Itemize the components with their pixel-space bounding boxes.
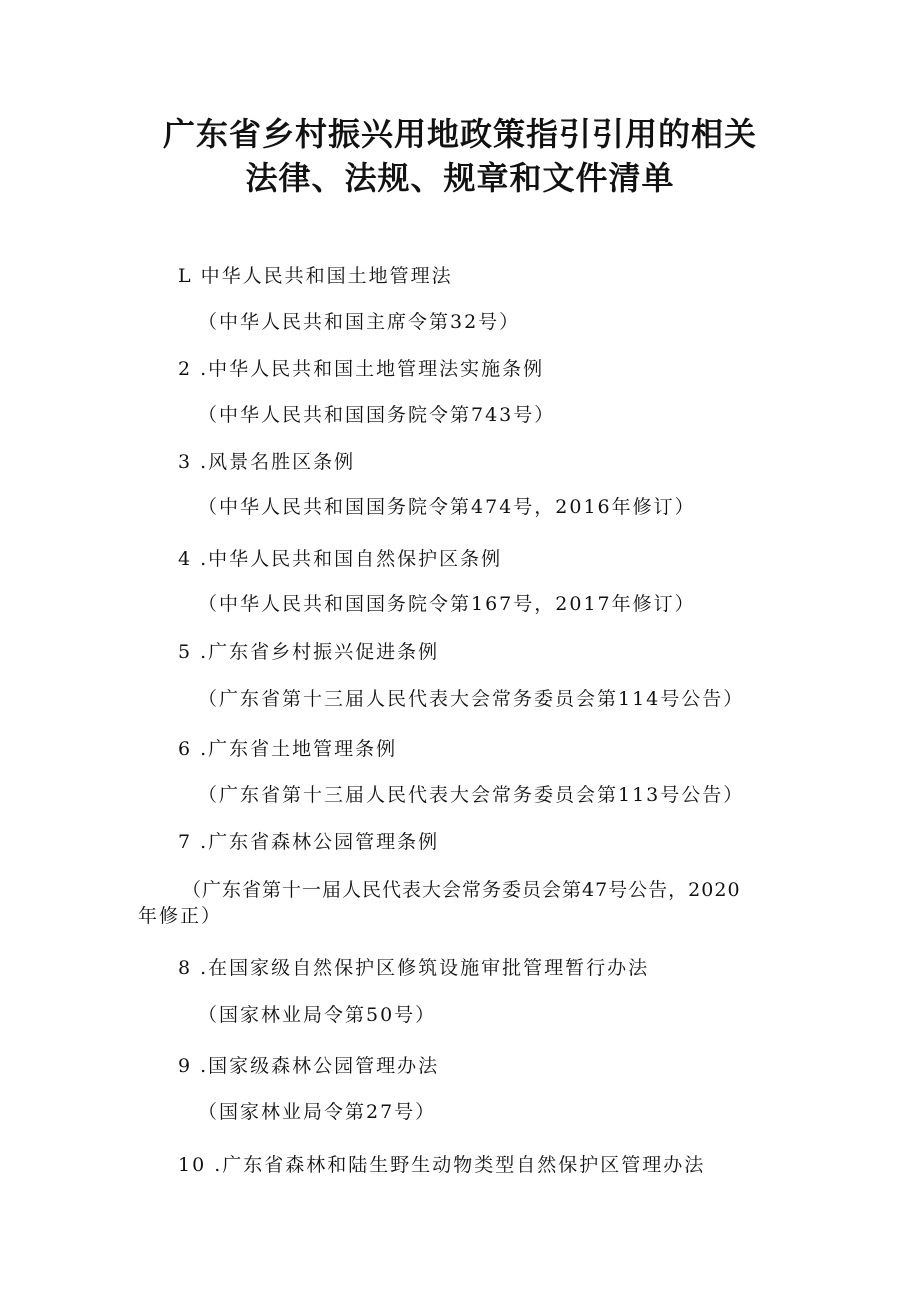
document-title-line-1: 广东省乡村振兴用地政策指引引用的相关 [162, 115, 757, 153]
item-7-source-line-2: 年修正） [138, 905, 223, 927]
item-name: .风景名胜区条例 [200, 451, 356, 473]
item-number: 4 [178, 548, 193, 570]
item-2-source: （中华人民共和国国务院令第743号） [198, 404, 556, 426]
item-number: 6 [178, 738, 193, 760]
list-item-1 [178, 263, 453, 289]
item-6-source: （广东省第十三届人民代表大会常务委员会第113号公告） [198, 784, 745, 806]
item-number: 7 [178, 831, 193, 853]
list-item-8 [178, 955, 649, 981]
list-item-5 [178, 639, 439, 665]
list-item-2 [178, 356, 544, 382]
item-3-source: （中华人民共和国国务院令第474号，2016年修订） [198, 496, 696, 518]
list-item-10 [178, 1152, 705, 1178]
item-1-source: （中华人民共和国主席令第32号） [198, 311, 521, 333]
item-name: .国家级森林公园管理办法 [200, 1055, 440, 1077]
list-item-7 [178, 829, 439, 855]
item-9-source: （国家林业局令第27号） [198, 1101, 437, 1123]
list-item-6 [178, 736, 397, 762]
list-item-4 [178, 546, 502, 572]
item-name: .广东省土地管理条例 [200, 738, 398, 760]
list-item-3 [178, 449, 355, 475]
item-number: 9 [178, 1055, 193, 1077]
item-name: 中华人民共和国土地管理法 [200, 265, 453, 287]
item-number: 2 [178, 358, 193, 380]
item-number: 5 [178, 641, 193, 663]
item-number: 3 [178, 451, 193, 473]
document-title-line-2: 法律、法规、规章和文件清单 [245, 159, 675, 197]
item-number: 8 [178, 957, 193, 979]
item-8-source: （国家林业局令第50号） [198, 1004, 437, 1026]
item-name: .中华人民共和国土地管理法实施条例 [200, 358, 545, 380]
list-item-9 [178, 1053, 439, 1079]
item-number: 10 [178, 1154, 207, 1176]
item-name: .广东省森林和陆生野生动物类型自然保护区管理办法 [214, 1154, 706, 1176]
item-name: .广东省森林公园管理条例 [200, 831, 440, 853]
item-name: .在国家级自然保护区修筑设施审批管理暂行办法 [200, 957, 650, 979]
item-number: L [178, 265, 193, 287]
item-name: .中华人民共和国自然保护区条例 [200, 548, 503, 570]
item-4-source: （中华人民共和国国务院令第167号，2017年修订） [198, 593, 696, 615]
item-5-source: （广东省第十三届人民代表大会常务委员会第114号公告） [198, 688, 745, 710]
item-7-source-line-1: （广东省第十一届人民代表大会常务委员会第47号公告，2020 [182, 879, 741, 901]
item-name: .广东省乡村振兴促进条例 [200, 641, 440, 663]
